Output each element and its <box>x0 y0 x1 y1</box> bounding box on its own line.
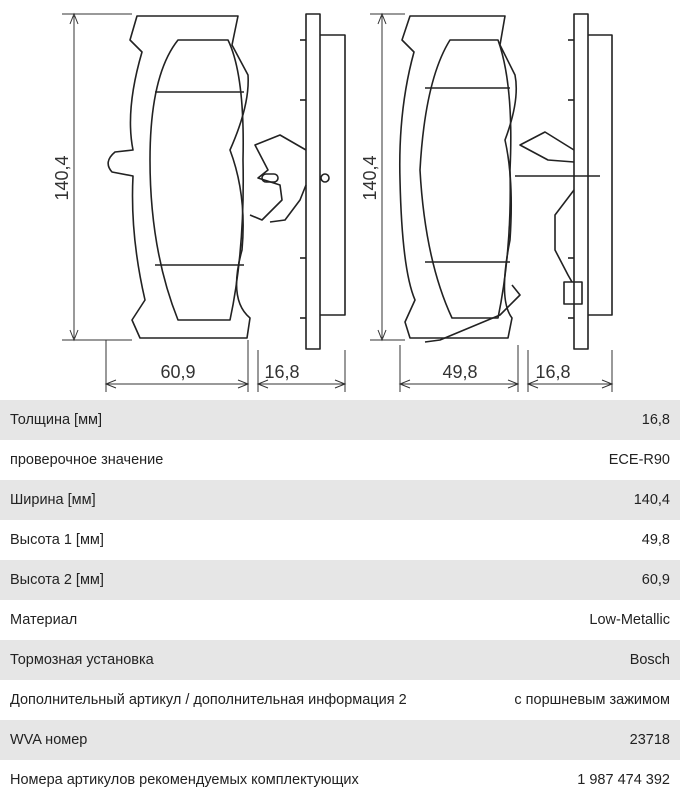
spec-value: 60,9 <box>641 572 670 588</box>
specs-table <box>0 400 680 800</box>
right-pad-front-view <box>400 16 520 342</box>
spec-label: Номера артикулов рекомендуемых комплектующих <box>10 772 359 788</box>
left-pad-front-view <box>108 16 250 338</box>
right-height-dim: 140,4 <box>360 155 380 201</box>
spec-label: Высота 2 [мм] <box>10 572 104 588</box>
spec-row-height-2 <box>0 560 680 600</box>
spec-row-brake-system <box>0 640 680 680</box>
spec-row-thickness <box>0 400 680 440</box>
spec-value: 23718 <box>629 732 670 748</box>
dimension-lines <box>62 14 612 392</box>
right-pad-side-view <box>515 14 612 349</box>
left-height-dim: 140,4 <box>52 155 72 201</box>
left-pad-side-view <box>250 14 345 349</box>
spec-row-wva-number <box>0 720 680 760</box>
spec-row-material <box>0 600 680 640</box>
spec-row-recommended-parts <box>0 760 680 800</box>
spec-label: проверочное значение <box>10 452 164 468</box>
spec-label: Дополнительный артикул / дополнительная информация 2 <box>10 692 407 708</box>
left-thickness-dim: 16,8 <box>264 362 300 382</box>
spec-row-height-1 <box>0 520 680 560</box>
spec-value: 49,8 <box>641 532 670 548</box>
right-width-dim: 49,8 <box>442 362 478 382</box>
spec-label: WVA номер <box>10 732 88 748</box>
spec-label: Тормозная установка <box>10 652 154 668</box>
spec-value: 16,8 <box>641 412 670 428</box>
right-thickness-dim: 16,8 <box>535 362 571 382</box>
spec-value: с поршневым зажимом <box>514 692 670 708</box>
spec-value: 140,4 <box>633 492 670 508</box>
spec-label: Высота 1 [мм] <box>10 532 104 548</box>
spec-row-test-value <box>0 440 680 480</box>
spec-label: Материал <box>10 612 78 628</box>
spec-row-additional-info <box>0 680 680 720</box>
spec-value: Low-Metallic <box>589 612 670 628</box>
spec-label: Толщина [мм] <box>10 412 103 428</box>
spec-value: ECE-R90 <box>608 452 670 468</box>
left-width-dim: 60,9 <box>160 362 196 382</box>
spec-value: 1 987 474 392 <box>577 772 670 788</box>
spec-row-width <box>0 480 680 520</box>
spec-value: Bosch <box>629 652 670 668</box>
spec-label: Ширина [мм] <box>10 492 96 508</box>
